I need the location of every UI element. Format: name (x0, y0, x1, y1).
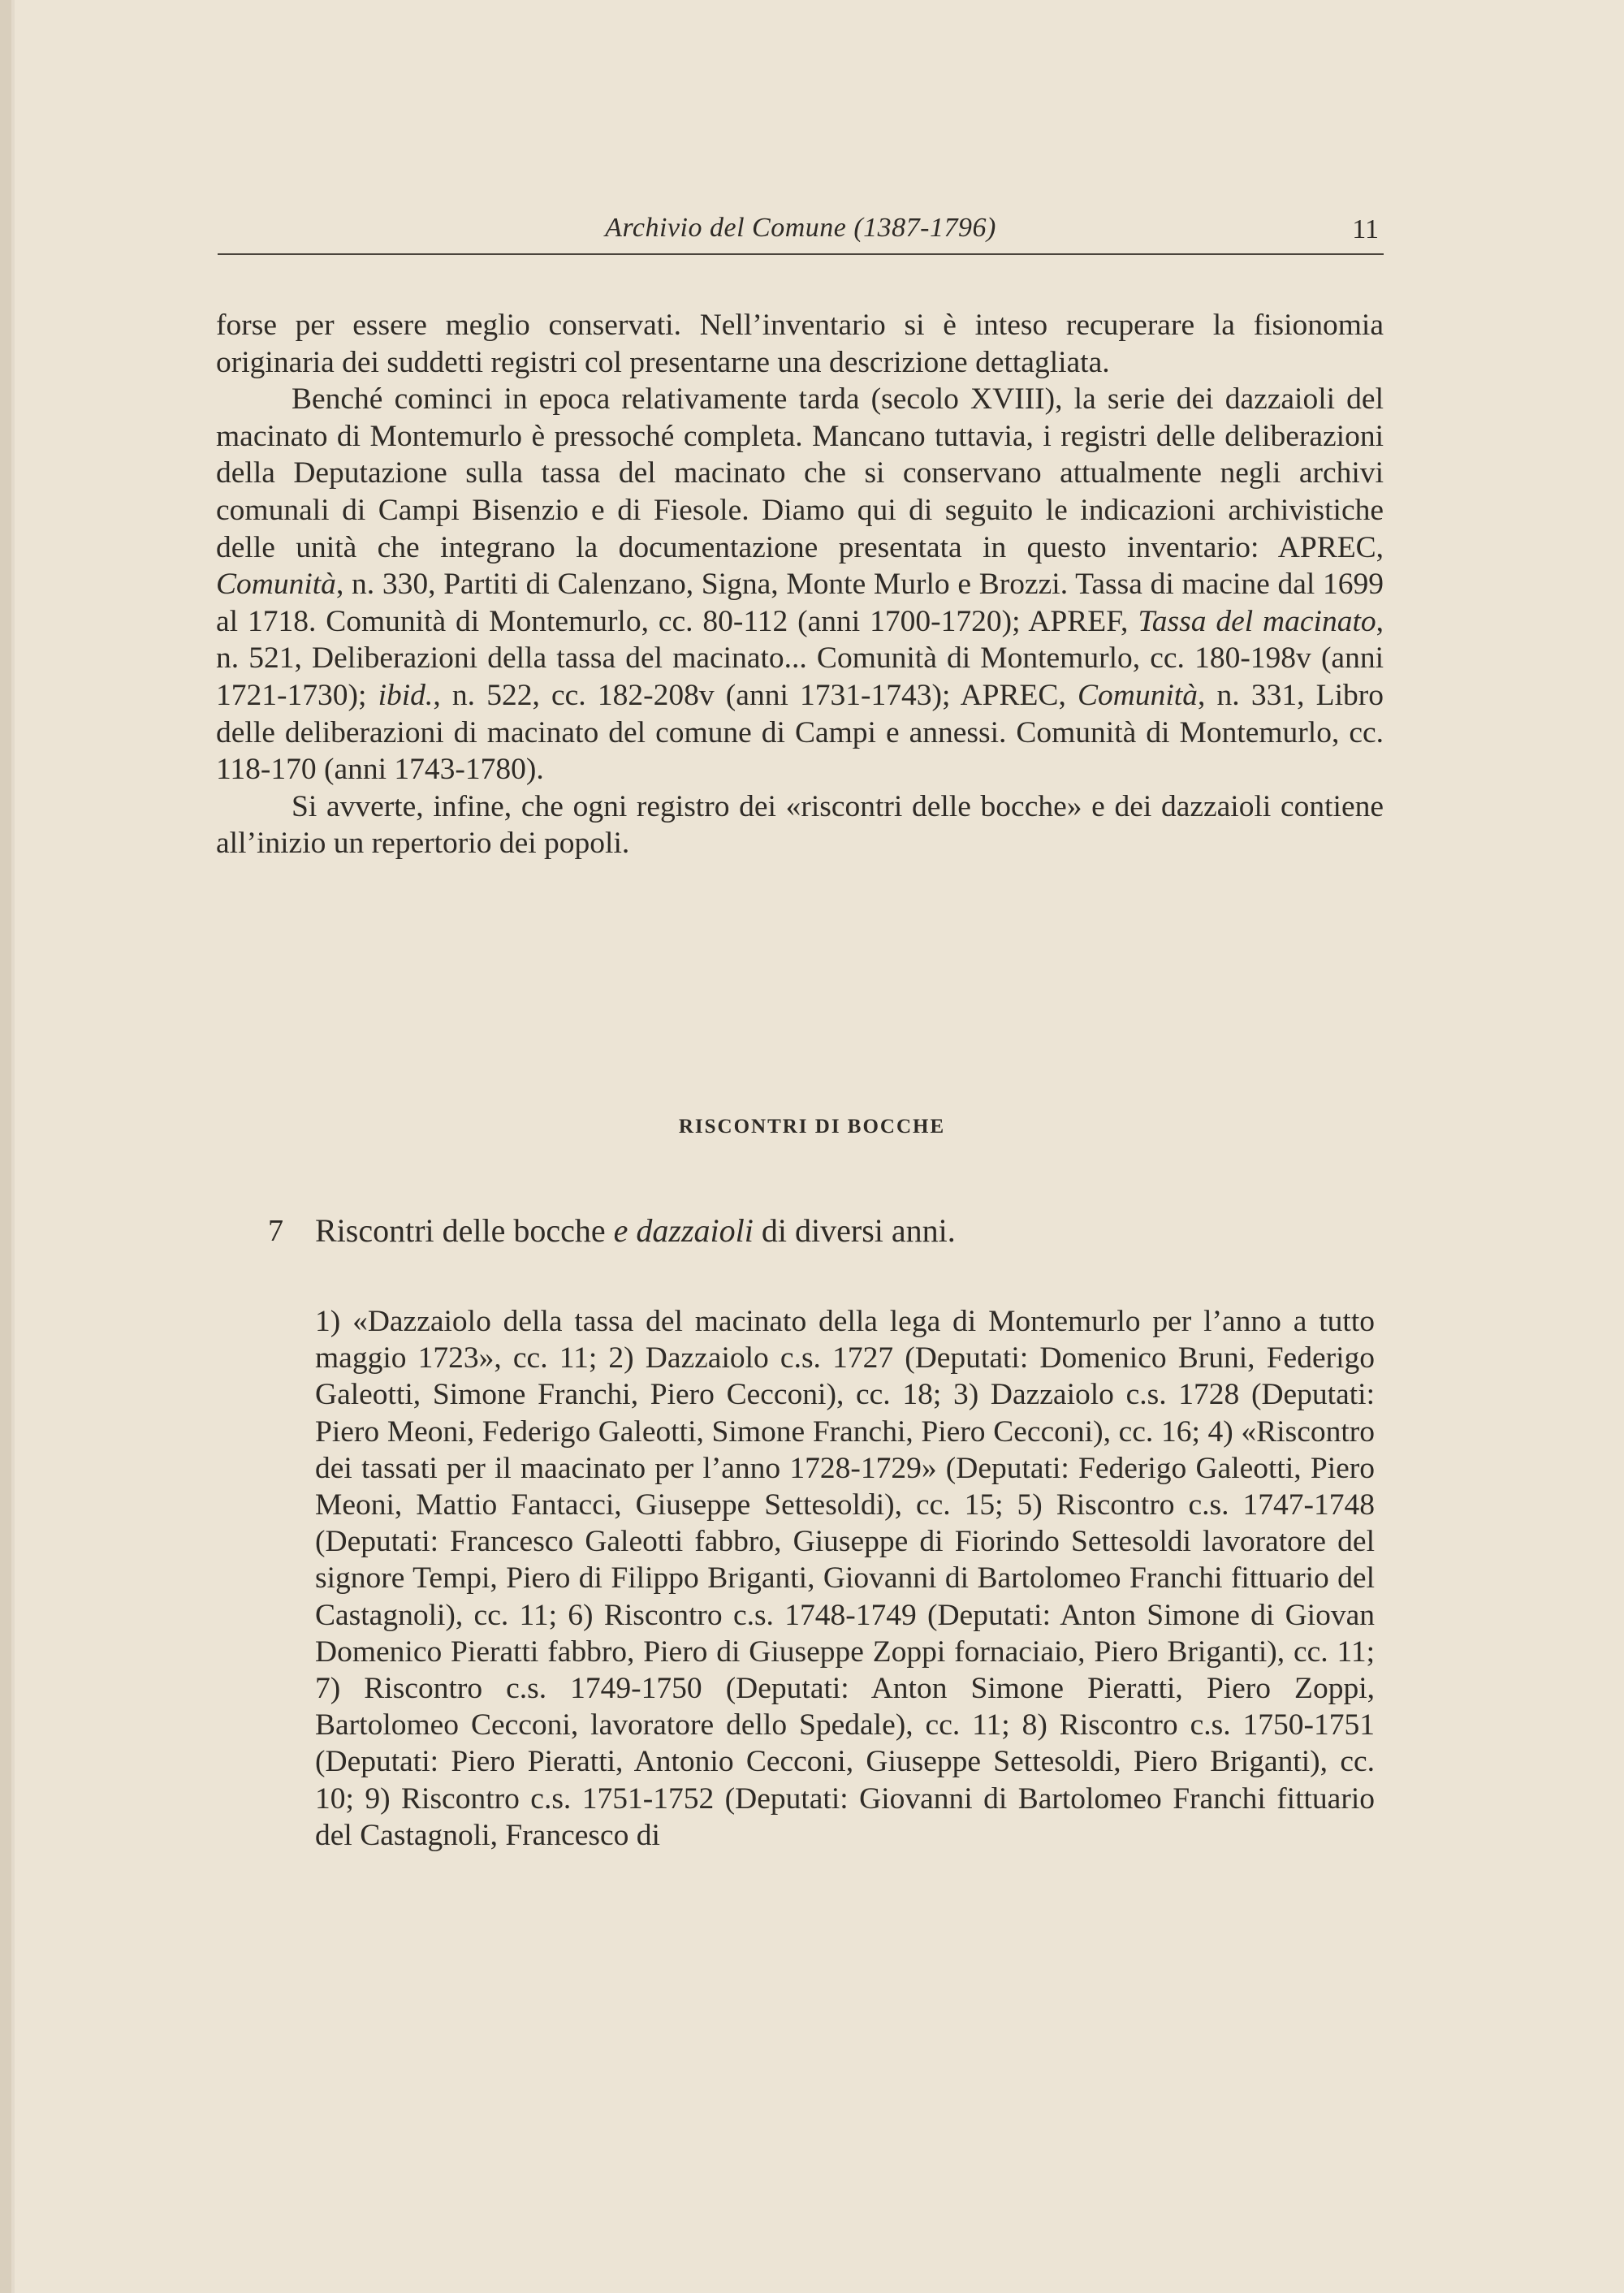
page-edge-highlight (11, 0, 15, 2293)
section-title: RISCONTRI DI BOCCHE (678, 1116, 946, 1138)
page-number: 11 (1352, 214, 1379, 244)
page-edge-shadow (0, 0, 11, 2293)
running-head-title: Archivio del Comune (1387-1796) (605, 213, 996, 243)
paragraph-2-text-c: , n. 330, Partiti di Calenzano, Signa, Monte Murlo e Brozzi. Tassa di macine dal 1699 al 1718. Comunità di Montemurlo, cc. 80-112 (anni 1700-1720); APREF, (216, 568, 1384, 638)
paragraph-2-text-g: , n. 522, cc. 182-208v (anni 1731-1743); APREC, (433, 678, 1078, 712)
paragraph-2 (216, 381, 1384, 788)
paragraph-3: Si avverte, infine, che ogni registro dei «riscontri delle bocche» e dei dazzaioli contiene all’inizio un repertorio dei popoli. (216, 789, 1384, 861)
entry-description-text: 1) «Dazzaiolo della tassa del macinato della lega di Montemurlo per l’anno a tutto maggio 1723», cc. 11; 2) Dazzaiolo c.s. 1727 (Deputati: Domenico Bruni, Federigo Galeotti, Simone Franchi, Piero Cecconi), cc. 18; 3) Dazzaiolo c.s. 1728 (Deputati: Piero Meoni, Federigo Galeotti, Simone Franchi, Piero Cecconi), cc. 16; 4) «Riscontro dei tassati per il maacinato per l’anno 1728-1729» (Deputati: Federigo Galeotti, Piero Meoni, Mattio Fantacci, Giuseppe Settesoldi), cc. 15; 5) Riscontro c.s. 1747-1748 (Deputati: Francesco Galeotti fabbro, Giuseppe di Fiorindo Settesoldi lavoratore del signore Tempi, Piero di Filippo Briganti, Giovanni di Bartolomeo Franchi fittuario del Castagnoli), cc. 11; 6) Riscontro c.s. 1748-1749 (Deputati: Anton Simone di Giovan Domenico Pieratti fabbro, Piero di Giuseppe Zoppi fornaciaio, Piero Briganti), cc. 11; 7) Riscontro c.s. 1749-1750 (Deputati: Anton Simone Pieratti, Piero Zoppi, Bartolomeo Cecconi, lavoratore dello Spedale), cc. 11; 8) Riscontro c.s. 1750-1751 (Deputati: Piero Pieratti, Antonio Cecconi, Giuseppe Settesoldi, Piero Briganti), cc. 10; 9) Riscontro c.s. 1751-1752 (Deputati: Giovanni di Bartolomeo Franchi fittuario del Castagnoli, Francesco di (315, 1305, 1375, 1852)
body-text (216, 307, 1384, 862)
running-head (218, 211, 1384, 255)
entry-title-c: di diversi anni. (753, 1212, 956, 1249)
paragraph-2-text-i: , n. 331, Libro delle deliberazioni di macinato del comune di Campi e annessi. Comunità di Montemurlo, cc. 118-170 (anni 1743-1780). (216, 678, 1384, 787)
paragraph-2-italic-comunita-2: Comunità (1078, 678, 1198, 712)
paragraph-2-text-e: , n. 521, Deliberazioni della tassa del macinato... Comunità di Montemurlo, cc. 180-198v (anni 1721-1730); (216, 604, 1384, 712)
paragraph-2-italic-ibid: ibid. (378, 678, 434, 712)
entry-title-a: Riscontri delle bocche (315, 1212, 614, 1249)
paragraph-2-italic-comunita: Comunità (216, 568, 336, 602)
entry-title-italic: e dazzaioli (613, 1212, 754, 1249)
entry-title (315, 1211, 956, 1250)
entry-description (315, 1303, 1375, 1854)
paragraph-1: forse per essere meglio conservati. Nell’inventario si è inteso recuperare la fisionomia originaria dei suddetti registri col presentarne una descrizione dettagliata. (216, 309, 1384, 379)
entry-number: 7 (268, 1214, 283, 1248)
paragraph-2-text-a: Benché cominci in epoca relativamente tarda (secolo XVIII), la serie dei dazzaioli del macinato di Montemurlo è pressoché completa. Mancano tuttavia, i registri delle deliberazioni della Deputazione sulla tassa del macinato che si conservano attualmente negli archivi comunali di Campi Bisenzio e di Fiesole. Diamo qui di seguito le indicazioni archivistiche delle unità che integrano la documentazione presentata in questo inventario: APREC, (216, 382, 1384, 564)
paragraph-2-italic-tassa: Tassa del macinato (1138, 604, 1376, 638)
